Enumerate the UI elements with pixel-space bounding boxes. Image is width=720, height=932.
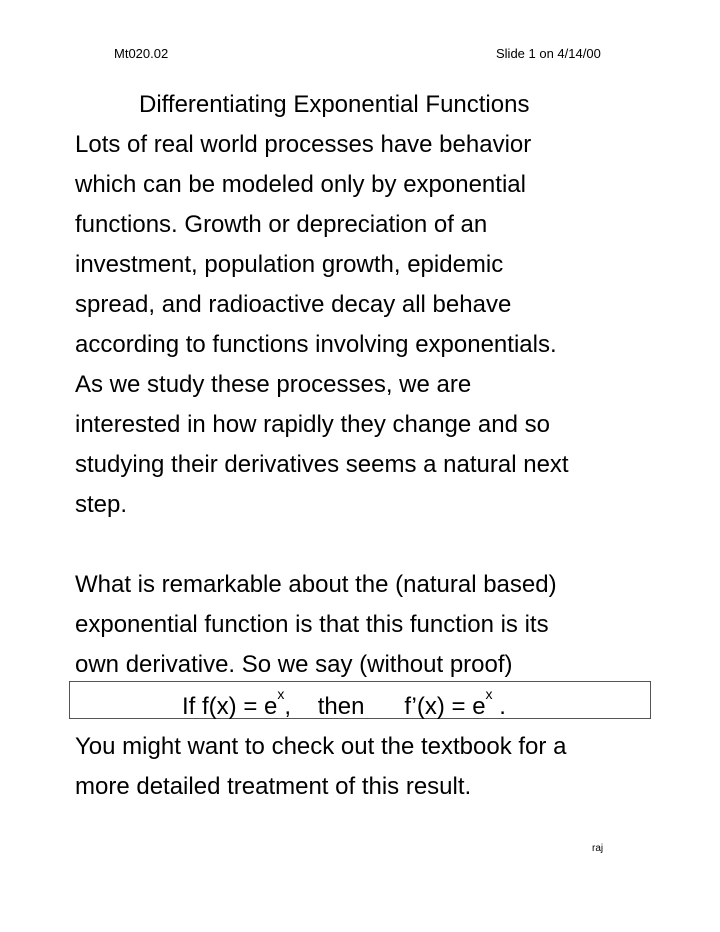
paragraph-1-line: spread, and radioactive decay all behave bbox=[75, 291, 512, 318]
paragraph-1-line: interested in how rapidly they change and so bbox=[75, 411, 550, 438]
document-id: Mt020.02 bbox=[114, 46, 169, 61]
formula-exponent-2: x bbox=[485, 686, 493, 702]
paragraph-3-line: more detailed treatment of this result. bbox=[75, 773, 472, 800]
paragraph-2-line: What is remarkable about the (natural based) bbox=[75, 571, 557, 598]
formula-exponent-1: x bbox=[277, 686, 285, 702]
author-initials: raj bbox=[592, 843, 604, 854]
paragraph-1-line: Lots of real world processes have behavior bbox=[75, 131, 532, 158]
paragraph-1-line: functions. Growth or depreciation of an bbox=[75, 211, 488, 238]
paragraph-1-line: which can be modeled only by exponential bbox=[75, 171, 526, 198]
page-title: Differentiating Exponential Functions bbox=[139, 91, 530, 118]
formula-part-3: . bbox=[492, 693, 506, 720]
paragraph-1-line: studying their derivatives seems a natural next bbox=[75, 451, 569, 478]
paragraph-1-line: step. bbox=[75, 491, 128, 518]
paragraph-2-line: exponential function is that this function is its bbox=[75, 611, 549, 638]
paragraph-1-line: As we study these processes, we are bbox=[75, 371, 472, 398]
paragraph-1-line: according to functions involving exponentials. bbox=[75, 331, 557, 358]
derivative-formula bbox=[182, 686, 506, 724]
slide-info: Slide 1 on 4/14/00 bbox=[496, 46, 601, 61]
paragraph-1-line: investment, population growth, epidemic bbox=[75, 251, 504, 278]
paragraph-2-line: own derivative. So we say (without proof) bbox=[75, 651, 513, 678]
paragraph-3-line: You might want to check out the textbook for a bbox=[75, 733, 567, 760]
formula-part-1: If f(x) = e bbox=[182, 693, 278, 720]
formula-part-2: , then f’(x) = e bbox=[284, 693, 486, 720]
